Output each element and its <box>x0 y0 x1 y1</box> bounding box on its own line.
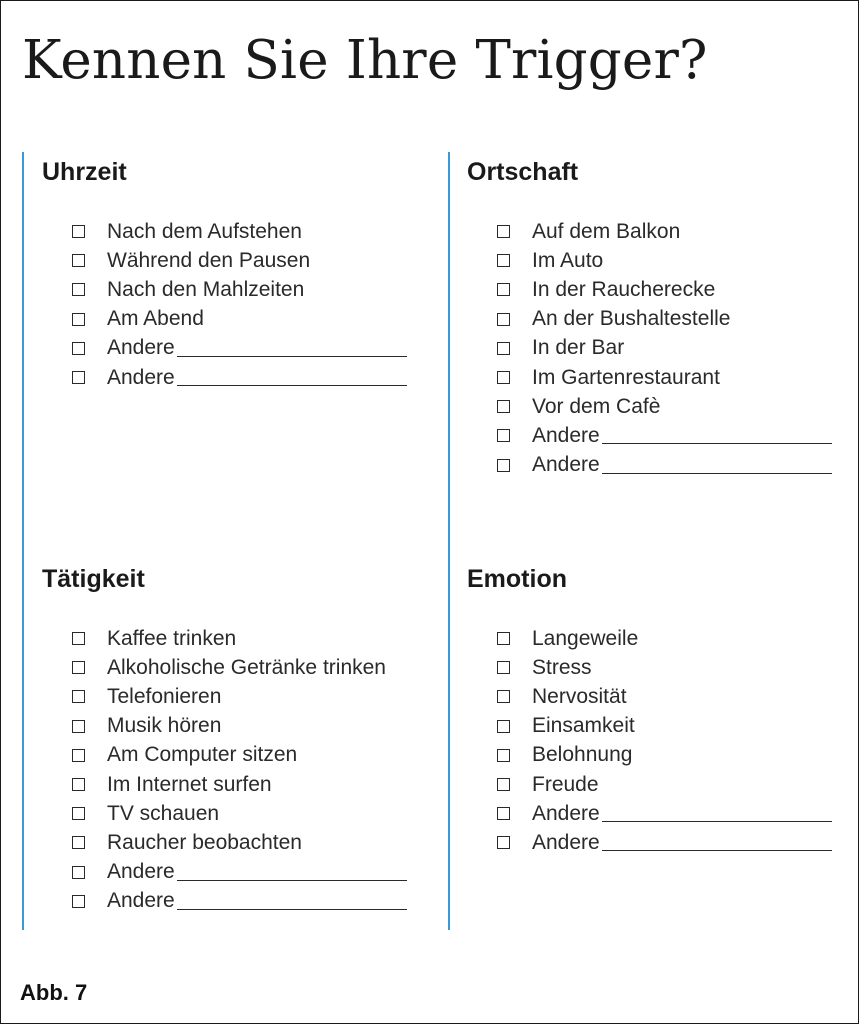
checkbox[interactable] <box>497 225 510 238</box>
checklist-item[interactable] <box>497 741 847 770</box>
fill-in-line[interactable] <box>602 805 832 822</box>
checkbox[interactable] <box>497 429 510 442</box>
item-label: Kaffee trinken <box>107 626 237 650</box>
item-label: Nach dem Aufstehen <box>107 219 302 243</box>
checklist-item[interactable] <box>72 799 422 828</box>
checklist-item-other[interactable] <box>72 887 422 916</box>
fill-in-line[interactable] <box>602 427 832 444</box>
checkbox[interactable] <box>72 895 85 908</box>
checklist-item[interactable] <box>497 217 847 246</box>
checkbox[interactable] <box>497 313 510 326</box>
divider-middle <box>448 152 450 930</box>
fill-in-line[interactable] <box>177 864 407 881</box>
checklist-item-other[interactable] <box>497 828 847 857</box>
checklist-item[interactable] <box>497 305 847 334</box>
checkbox[interactable] <box>497 807 510 820</box>
checkbox[interactable] <box>497 371 510 384</box>
item-label: Andere <box>532 423 600 447</box>
fill-in-line[interactable] <box>602 457 832 474</box>
checklist-item[interactable] <box>497 246 847 275</box>
checkbox[interactable] <box>497 400 510 413</box>
checkbox[interactable] <box>497 342 510 355</box>
checkbox[interactable] <box>72 342 85 355</box>
checkbox[interactable] <box>72 661 85 674</box>
item-label: Andere <box>532 801 600 825</box>
checkbox[interactable] <box>72 225 85 238</box>
checkbox[interactable] <box>497 254 510 267</box>
checklist-item[interactable] <box>72 741 422 770</box>
checkbox[interactable] <box>497 661 510 674</box>
fill-in-line[interactable] <box>177 340 407 357</box>
checkbox[interactable] <box>72 254 85 267</box>
item-label: Alkoholische Getränke trinken <box>107 655 386 679</box>
item-label: In der Raucherecke <box>532 277 716 301</box>
section-heading: Tätigkeit <box>42 565 145 593</box>
section-heading: Emotion <box>467 565 567 593</box>
page-title: Kennen Sie Ihre Trigger? <box>22 30 708 91</box>
item-label: Andere <box>107 365 175 389</box>
checkbox[interactable] <box>72 866 85 879</box>
item-label: Einsamkeit <box>532 714 635 738</box>
checkbox[interactable] <box>72 720 85 733</box>
item-label: Musik hören <box>107 714 222 738</box>
divider-left <box>22 152 24 930</box>
checklist-item[interactable] <box>497 392 847 421</box>
checklist-item[interactable] <box>72 682 422 711</box>
checkbox[interactable] <box>72 778 85 791</box>
checklist-item[interactable] <box>497 653 847 682</box>
item-label: Nervosität <box>532 684 627 708</box>
checkbox[interactable] <box>72 749 85 762</box>
checkbox[interactable] <box>72 371 85 384</box>
item-label: Langeweile <box>532 626 639 650</box>
item-label: Andere <box>107 336 175 360</box>
item-label: Nach den Mahlzeiten <box>107 277 305 301</box>
checkbox[interactable] <box>497 459 510 472</box>
checkbox[interactable] <box>497 632 510 645</box>
item-label: TV schauen <box>107 801 220 825</box>
checkbox[interactable] <box>72 836 85 849</box>
checkbox[interactable] <box>72 690 85 703</box>
fill-in-line[interactable] <box>177 893 407 910</box>
checklist-item[interactable] <box>72 624 422 653</box>
checklist-item[interactable] <box>497 712 847 741</box>
checkbox[interactable] <box>72 807 85 820</box>
checklist-item-other[interactable] <box>72 334 422 363</box>
item-label: An der Bushaltestelle <box>532 307 731 331</box>
checkbox[interactable] <box>497 749 510 762</box>
checklist-item-other[interactable] <box>497 799 847 828</box>
checklist-item[interactable] <box>72 828 422 857</box>
item-label: Im Internet surfen <box>107 772 272 796</box>
item-label: Andere <box>532 453 600 477</box>
section-ortschaft <box>467 158 847 480</box>
checklist-item[interactable] <box>497 682 847 711</box>
item-label: Freude <box>532 772 599 796</box>
item-label: Andere <box>107 889 175 913</box>
checkbox[interactable] <box>497 778 510 791</box>
item-label: Stress <box>532 655 592 679</box>
item-label: Im Auto <box>532 248 604 272</box>
item-label: Vor dem Cafè <box>532 394 661 418</box>
checkbox[interactable] <box>497 690 510 703</box>
checklist-item[interactable] <box>497 770 847 799</box>
checkbox[interactable] <box>497 836 510 849</box>
checkbox[interactable] <box>497 720 510 733</box>
checklist-item[interactable] <box>72 246 422 275</box>
checklist-item[interactable] <box>497 363 847 392</box>
checklist-item[interactable] <box>72 770 422 799</box>
fill-in-line[interactable] <box>602 834 832 851</box>
checklist-item[interactable] <box>497 624 847 653</box>
section-uhrzeit <box>42 158 422 392</box>
checklist-item[interactable] <box>72 305 422 334</box>
section-emotion <box>467 565 847 858</box>
checklist-item[interactable] <box>72 275 422 304</box>
checkbox[interactable] <box>497 283 510 296</box>
checkbox[interactable] <box>72 313 85 326</box>
item-label: Im Gartenrestaurant <box>532 365 720 389</box>
checkbox[interactable] <box>72 283 85 296</box>
item-label: In der Bar <box>532 336 625 360</box>
figure-caption: Abb. 7 <box>20 980 88 1005</box>
item-label: Auf dem Balkon <box>532 219 681 243</box>
section-heading: Uhrzeit <box>42 158 127 186</box>
item-label: Am Abend <box>107 307 204 331</box>
item-label: Andere <box>107 860 175 884</box>
item-label: Andere <box>532 830 600 854</box>
item-label: Am Computer sitzen <box>107 743 298 767</box>
checkbox[interactable] <box>72 632 85 645</box>
item-label: Telefonieren <box>107 684 222 708</box>
item-label: Während den Pausen <box>107 248 311 272</box>
item-label: Raucher beobachten <box>107 830 302 854</box>
section-heading: Ortschaft <box>467 158 579 186</box>
checklist-item-other[interactable] <box>497 421 847 450</box>
section-taetigkeit <box>42 565 422 916</box>
checklist-item-other[interactable] <box>72 363 422 392</box>
checklist-item-other[interactable] <box>497 451 847 480</box>
item-label: Belohnung <box>532 743 633 767</box>
checklist-item[interactable] <box>72 653 422 682</box>
checklist-item[interactable] <box>72 712 422 741</box>
fill-in-line[interactable] <box>177 369 407 386</box>
checklist-item-other[interactable] <box>72 858 422 887</box>
checklist-item[interactable] <box>497 275 847 304</box>
checklist-item[interactable] <box>72 217 422 246</box>
checklist-item[interactable] <box>497 334 847 363</box>
